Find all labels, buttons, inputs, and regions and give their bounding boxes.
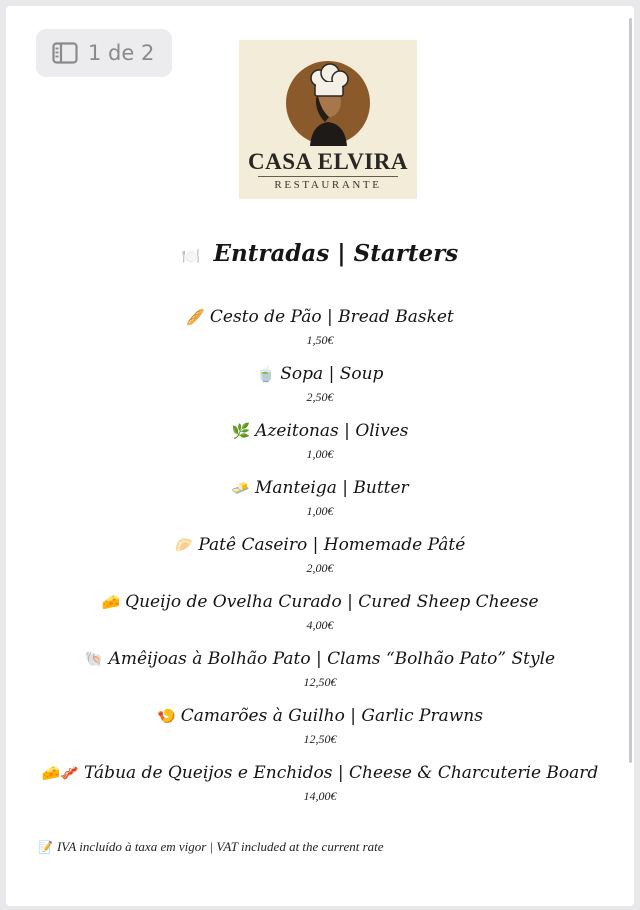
plate-cutlery-icon: 🍽️ [181,247,201,265]
vat-footnote-text: IVA incluído à taxa em vigor | VAT included at the current rate [56,839,384,854]
menu-items-list [6,302,634,815]
menu-item-name: 🥟 Patê Caseiro | Homemade Pâté [174,535,466,555]
menu-item [6,530,634,587]
restaurant-logo [239,40,417,199]
page-indicator-button[interactable] [36,29,172,77]
menu-item-name: 🌿 Azeitonas | Olives [231,421,409,441]
menu-item-price: 12,50€ [303,732,337,746]
herb-icon: 🌿 [231,422,251,440]
menu-item-price: 1,00€ [306,447,334,461]
menu-page [6,6,634,906]
menu-item-price: 4,00€ [306,618,334,632]
section-title-text: Entradas | Starters [213,240,459,267]
menu-item [6,758,634,815]
menu-item-price: 2,00€ [306,561,334,575]
soup-bowl-icon: 🍵 [256,365,276,383]
menu-item-price: 1,50€ [306,333,334,347]
menu-item [6,701,634,758]
menu-item [6,644,634,701]
menu-item [6,416,634,473]
menu-item-price: 2,50€ [306,390,334,404]
menu-item [6,473,634,530]
menu-item-name: 🐚 Amêijoas à Bolhão Pato | Clams “Bolhão Pato” Style [84,649,556,669]
menu-item [6,359,634,416]
logo-name: CASA ELVIRA [248,149,408,174]
menu-item-price: 12,50€ [303,675,337,689]
menu-item [6,587,634,644]
menu-item-name: 🧈 Manteiga | Butter [231,478,409,498]
menu-item-price: 1,00€ [306,504,334,518]
cheese-icon: 🧀 [101,593,121,611]
menu-item-price: 14,00€ [303,789,337,803]
menu-item-name: 🧀 Queijo de Ovelha Curado | Cured Sheep Cheese [101,592,539,612]
shrimp-icon: 🍤 [157,707,176,725]
section-title [6,240,634,267]
menu-item-name: 🍤 Camarões à Guilho | Garlic Prawns [157,706,483,726]
menu-item-name: 🥖 Cesto de Pão | Bread Basket [186,307,454,327]
sidebar-icon [52,42,78,64]
menu-item-name: 🍵 Sopa | Soup [256,364,384,384]
bread-icon: 🥖 [186,308,205,326]
logo-subtitle: RESTAURANTE [274,179,382,191]
menu-item [6,302,634,359]
page-indicator-label: 1 de 2 [88,41,155,65]
memo-icon: 📝 [38,840,53,854]
logo-divider [258,176,398,177]
pate-icon: 🥟 [174,536,194,554]
cheese-bacon-icon: 🧀🥓 [41,764,80,782]
chef-portrait-icon [285,60,371,146]
clam-icon: 🐚 [84,650,104,668]
menu-item-name: 🧀🥓 Tábua de Queijos e Enchidos | Cheese & Charcuterie Board [41,763,599,783]
vat-footnote [38,839,384,855]
butter-icon: 🧈 [231,479,250,497]
